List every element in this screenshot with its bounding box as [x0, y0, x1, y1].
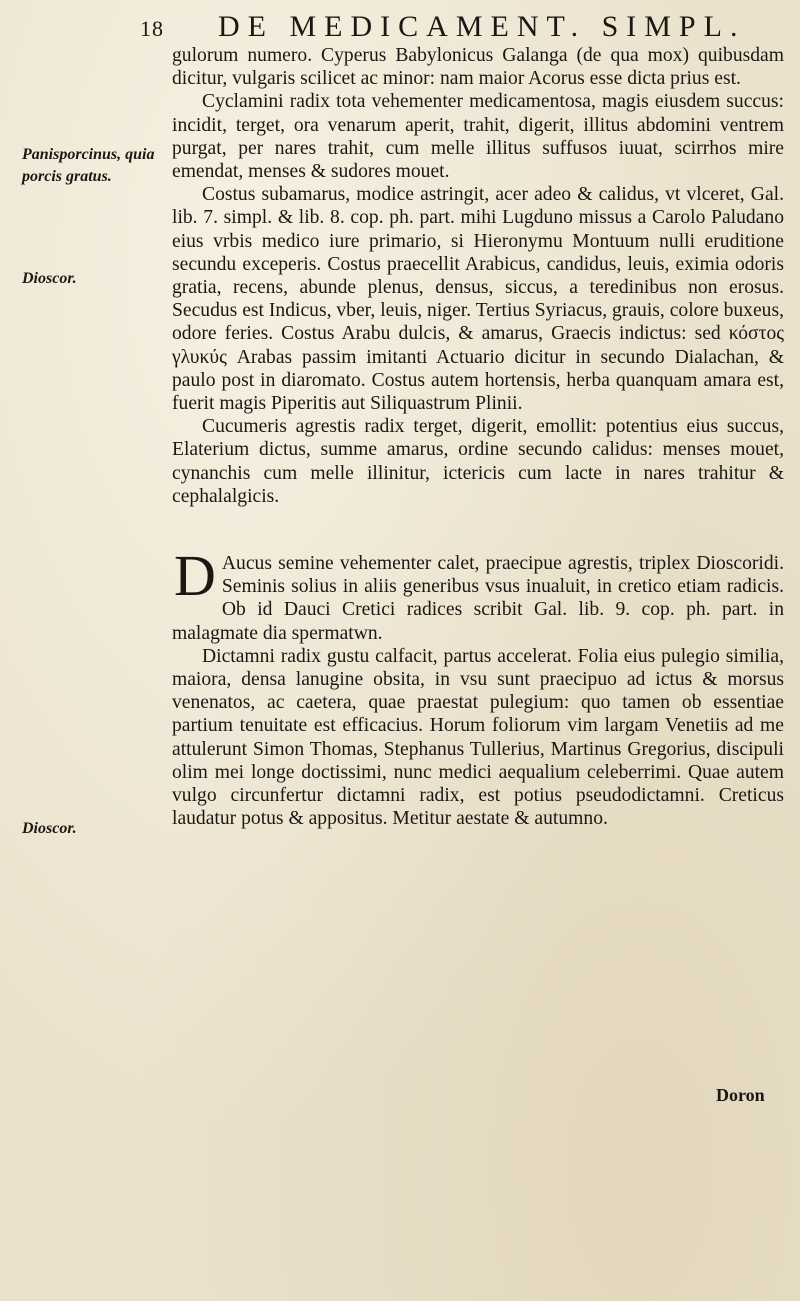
paragraph-cyclamini: Cyclamini radix tota vehementer medicamentosa, magis eiusdem succus: incidit, terget, ora venarum aperit, trahit, digerit, illitus abdomini ventrem purgat, per nares trahit, cum melle illitus suffusos iuuat, scirrhos mire emendat, menses & sudores mouet. — [172, 91, 784, 183]
page-number: 18 — [140, 16, 164, 41]
running-head: DE MEDICAMENT. SIMPL. — [218, 10, 746, 43]
paragraph-dictamni: Dictamni radix gustu calfacit, partus accelerat. Folia eius pulegio similia, maiora, densa lanugine obsita, in vsu sunt praecipuo ad ictus & morsus venenatos, ac caetera, quae praestat pulegium: quo tamen ob essentiae partium tenuitate est efficacius. Horum foliorum vim largam Venetiis ad me attulerunt Simon Thomas, Stephanus Tullerius, Martinus Gregorius, discipuli olim mei longe doctissimi, nunc medici aequalium celeberrimi. Quae autem vulgo circunfertur dictamni radix, est potius pseudodictamni. Creticus laudatur potus & appositus. Metitur aestate & autumno. — [172, 645, 784, 830]
margin-note-panisporcinus: Panisporcinus, quia porcis gratus. — [22, 146, 155, 185]
catchword: Doron — [716, 1085, 765, 1105]
paragraph-cucumeris: Cucumeris agrestis radix terget, digerit, emollit: potentius eius succus, Elaterium dictus, summe amarus, ordine secundo calidus: menses mouet, cynanchis cum melle illinitur, ictericis cum lacte in nares trahitur & cephalalgicis. — [172, 416, 784, 507]
margin-note-dioscor-1: Dioscor. — [22, 270, 77, 287]
drop-cap: D — [174, 543, 216, 609]
paragraph-daucus-text: Aucus semine vehementer calet, praecipue agrestis, triplex Dioscoridi. Seminis solius in aliis generibus vsus inualuit, in cretico etiam radicis. Ob id Dauci Cretici radices scribit Gal. lib. 9. cop. ph. part. in malagmate dia spermatwn. — [172, 553, 784, 644]
paragraph-costus: Costus subamarus, modice astringit, acer adeo & calidus, vt vlceret, Gal. lib. 7. simpl. & lib. 8. cop. ph. part. mihi Lugduno missus a Carolo Paludano eius vrbis medico iure primario, si Hieronymu Montuum nulli eruditione secundu exceperis. Costus praecellit Arabicus, candidus, leuis, eximia odoris gratia, recens, abunde plenus, densus, siccus, a teredinibus non erosus. Secudus est Indicus, vber, leuis, niger. Tertius Syriacus, grauis, colore buxeus, odore feries. Costus Arabu dulcis, & amarus, Graecis indictus: sed κόστος γλυκύς Arabas passim imitanti Actuario dicitur in secundo Dialachan, & paulo post in diaromato. Costus autem hortensis, herba quanquam amara est, fuerit magis Piperitis aut Siliquastrum Plinii. — [172, 184, 784, 415]
paragraph-gulorum: gulorum numero. Cyperus Babylonicus Galanga (de qua mox) quibusdam dicitur, vulgaris scilicet ac minor: nam maior Acorus esse dicta prius est. — [172, 45, 784, 90]
margin-note-dioscor-2: Dioscor. — [22, 820, 77, 837]
paragraph-daucus — [172, 543, 784, 645]
main-text — [172, 44, 784, 831]
